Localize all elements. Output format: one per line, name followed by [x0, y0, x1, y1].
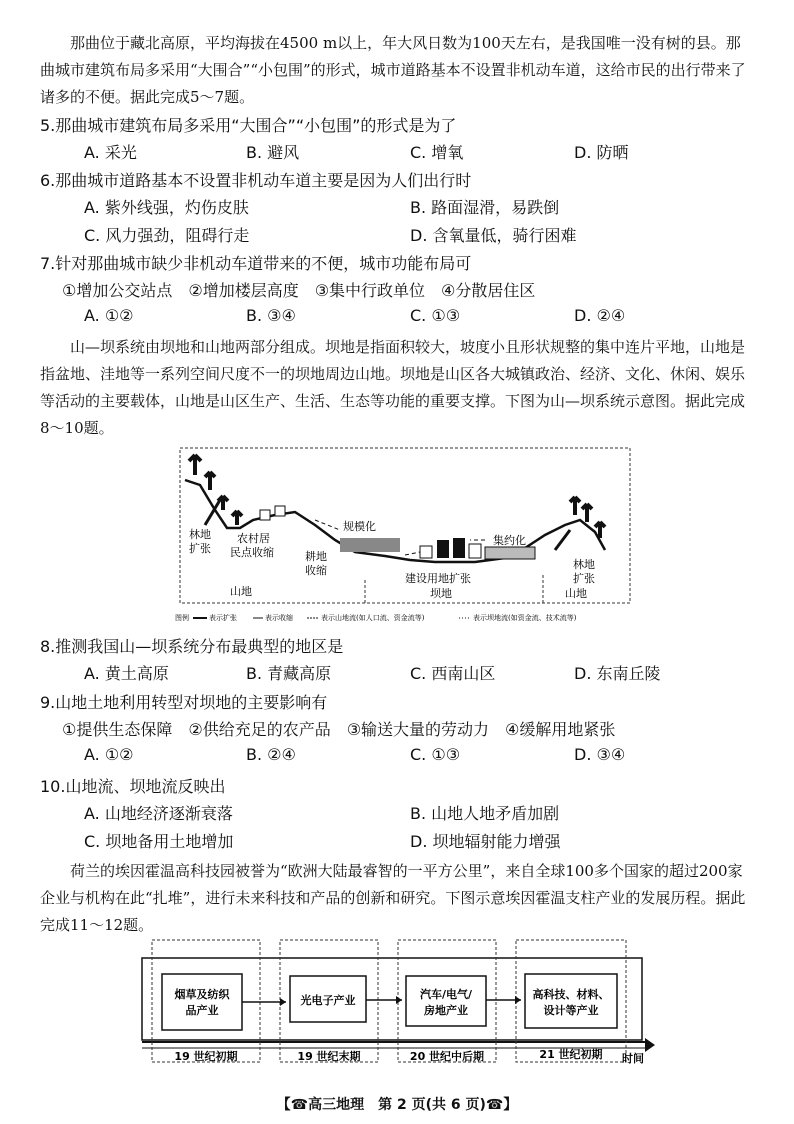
passage-mountain-dam: 山—坝系统由坝地和山地两部分组成。坝地是指面积较大，坡度小且形状规整的集中连片平地，山地是指盆地、洼地等一系列空间尺度不一的坝地周边山地。坝地是山区各大城镇政治、经济、文化、休闲、娱乐等活动的主要载体，山地是山区生产、生活、生态等功能的重要支撑。下图为山—坝系统示意图。据此完成8～10题。 — [40, 338, 746, 437]
q6-option-c[interactable]: C. 风力强劲，阻碍行走 — [84, 226, 250, 245]
q7-option-b[interactable]: B. ③④ — [246, 306, 296, 325]
q5-option-b[interactable]: B. 避风 — [246, 143, 300, 162]
q6-option-b[interactable]: B. 路面湿滑，易跌倒 — [410, 198, 560, 217]
box-hightech-2: 设计等产业 — [543, 1004, 599, 1017]
label-intensive: 集约化 — [493, 534, 526, 547]
time-label-1: 19 世纪初期 — [174, 1050, 238, 1063]
box-auto-1: 汽车/电气/ — [419, 988, 473, 1001]
label-dam: 坝地 — [430, 587, 452, 600]
q7-option-c[interactable]: C. ①③ — [410, 306, 461, 325]
q9-option-a[interactable]: A. ①② — [84, 745, 134, 764]
label-rural-2: 民点收缩 — [230, 546, 274, 559]
q9-items: ①提供生态保障 ②供给充足的农产品 ③输送大量的劳动力 ④缓解用地紧张 — [62, 720, 616, 739]
mountain-dam-diagram — [175, 440, 635, 630]
box-tobacco-1: 烟草及纺织 — [174, 988, 230, 1001]
time-label-3: 20 世纪中后期 — [409, 1050, 485, 1063]
label-mountain-right: 山地 — [565, 587, 587, 600]
label-forest-left-2: 扩张 — [189, 542, 211, 555]
q7-option-d[interactable]: D. ②④ — [574, 306, 626, 325]
legend-dflow: 表示坝地流(如资金流、技术流等) — [473, 614, 577, 622]
box-auto-2: 房地产业 — [424, 1004, 468, 1017]
question-9-stem: 9.山地土地利用转型对坝地的主要影响有 — [40, 693, 328, 712]
label-forest-left-1: 林地 — [189, 528, 211, 541]
legend-expand: 表示扩张 — [209, 614, 237, 622]
q5-option-a[interactable]: A. 采光 — [84, 143, 137, 162]
legend-mflow: 表示山地流(如人口流、资金流等) — [321, 614, 425, 622]
q8-option-b[interactable]: B. 青藏高原 — [246, 664, 332, 683]
label-mountain-left: 山地 — [230, 585, 252, 598]
q9-option-d[interactable]: D. ③④ — [574, 745, 626, 764]
time-arrow-icon — [645, 1038, 655, 1052]
label-forest-right-2: 扩张 — [573, 572, 595, 585]
q9-option-b[interactable]: B. ②④ — [246, 745, 296, 764]
question-10-stem: 10.山地流、坝地流反映出 — [40, 777, 226, 796]
question-7-stem: 7.针对那曲城市缺少非机动车道带来的不便，城市功能布局可 — [40, 254, 472, 273]
time-label-4: 21 世纪初期 — [539, 1048, 603, 1061]
legend-shrink: 表示收缩 — [265, 614, 293, 622]
question-8-stem: 8.推测我国山—坝系统分布最典型的地区是 — [40, 637, 344, 656]
q10-option-c[interactable]: C. 坝地备用土地增加 — [84, 832, 234, 851]
passage-naqu: 那曲位于藏北高原，平均海拔在4500 m以上，年大风日数为100天左右，是我国唯一没有树的县。那曲城市建筑布局多采用“大围合”“小包围”的形式，城市道路基本不设置非机动车道，这给市民的出行带来了诸多的不便。据此完成5～7题。 — [40, 34, 746, 106]
label-forest-right-1: 林地 — [573, 558, 595, 571]
box-optoelectronic: 光电子产业 — [300, 994, 356, 1007]
page-footer: 【☎高三地理 第 2 页(共 6 页)☎】 — [276, 1097, 518, 1113]
time-label-2: 19 世纪末期 — [297, 1050, 361, 1063]
q8-option-c[interactable]: C. 西南山区 — [410, 664, 496, 683]
q10-option-b[interactable]: B. 山地人地矛盾加剧 — [410, 804, 560, 823]
q6-option-a[interactable]: A. 紫外线强，灼伤皮肤 — [84, 198, 249, 217]
label-construction: 建设用地扩张 — [405, 572, 471, 585]
legend-title: 图例 — [175, 614, 189, 622]
q5-option-d[interactable]: D. 防晒 — [574, 143, 629, 162]
label-scale: 规模化 — [343, 520, 376, 533]
box-tobacco-2: 品产业 — [185, 1004, 219, 1017]
box-hightech-1: 高科技、材料、 — [532, 988, 610, 1001]
q10-option-a[interactable]: A. 山地经济逐渐衰落 — [84, 804, 233, 823]
q6-option-d[interactable]: D. 含氧量低，骑行困难 — [410, 226, 577, 245]
question-6-stem: 6.那曲城市道路基本不设置非机动车道主要是因为人们出行时 — [40, 171, 472, 190]
label-rural-1: 农村居 — [237, 532, 270, 545]
q8-option-d[interactable]: D. 东南丘陵 — [574, 664, 661, 683]
question-5-stem: 5.那曲城市建筑布局多采用“大围合”“小包围”的形式是为了 — [40, 116, 457, 135]
q7-items: ①增加公交站点 ②增加楼层高度 ③集中行政单位 ④分散居住区 — [62, 281, 536, 300]
axis-label-time: 时间 — [622, 1052, 644, 1065]
q7-option-a[interactable]: A. ①② — [84, 306, 134, 325]
q5-option-c[interactable]: C. 增氧 — [410, 143, 464, 162]
label-farmland-1: 耕地 — [305, 550, 327, 563]
q9-option-c[interactable]: C. ①③ — [410, 745, 461, 764]
passage-eindhoven: 荷兰的埃因霍温高科技园被誉为“欧洲大陆最睿智的一平方公里”，来自全球100多个国家的超过200家企业与机构在此“扎堆”，进行未来科技和产品的创新和研究。下图示意埃因霍温支柱产业的发展历程。据此完成11～12题。 — [40, 862, 746, 934]
industry-timeline-diagram — [140, 938, 660, 1068]
q10-option-d[interactable]: D. 坝地辐射能力增强 — [410, 832, 561, 851]
q8-option-a[interactable]: A. 黄土高原 — [84, 664, 169, 683]
label-farmland-2: 收缩 — [305, 564, 327, 577]
